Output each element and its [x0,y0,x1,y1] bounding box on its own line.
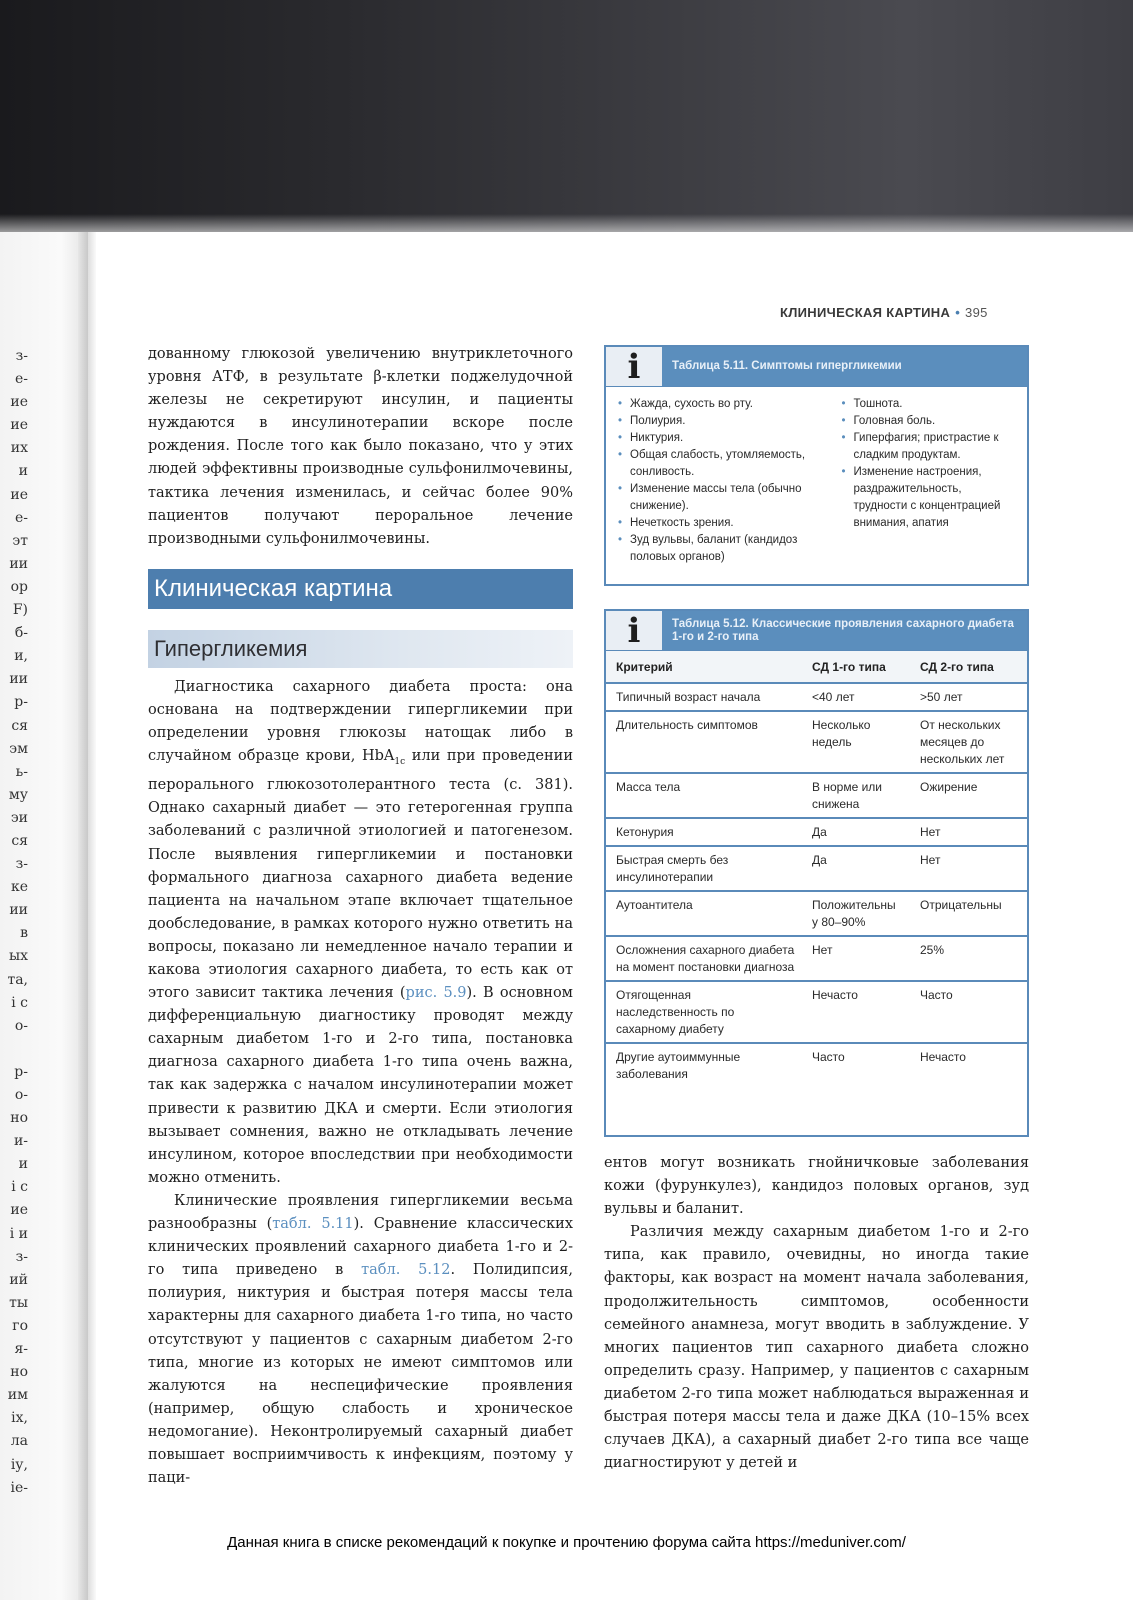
symptom-item: • Тошнота. [841,396,1017,413]
table-cell: Быстрая смерть без инсулинотерапии [606,846,802,891]
line-fragment: іх, [11,1410,28,1427]
line-fragment: ке [10,879,28,896]
table-row [606,936,1027,981]
symptom-list-left [618,396,827,566]
line-fragment: іе- [10,1479,28,1496]
line-fragment: з- [15,1248,28,1265]
line-fragment: ор [10,578,28,595]
table-cell: Типичный возраст начала [606,683,802,711]
gutter-shadow [78,232,96,1600]
line-fragment: е- [14,371,28,388]
right-column-bottom-text [604,1152,1029,1475]
running-header-bullet: • [955,305,961,320]
table-row [606,1043,1027,1087]
symptom-list-right [827,396,1017,566]
line-fragment: F) [12,602,28,619]
line-fragment: ты [9,1294,28,1311]
table-row [606,683,1027,711]
table-cell: Нет [910,846,1027,891]
adjacent-page-text-fragments [2,345,28,1500]
line-fragment: та, [7,971,28,988]
line-fragment: і с [11,994,28,1011]
table-row [606,846,1027,891]
text-run: или при проведении перорального глюкозотолерантного теста (с. 381). Однако сахарный диабет — это гетерогенная группа заболеваний с различной этиологией и патогенезом. После выявления гипергликемии и постановки формального диагноза сахарного диабета ведение пациента на начальном этапе включает тщательное дообследование, в рамках которого нужно ответить на вопросы, показано ли немедленное начало терапии и какова этиология сахарного диабета, то есть как от этого зависит тактика лечения ( [148,748,573,1002]
table-row [606,711,1027,773]
table-title: Таблица 5.11. Симптомы гипергликемии [672,360,902,372]
line-fragment: и [18,463,28,480]
table-cell: Да [802,846,910,891]
symptom-item: • Полиурия. [618,413,827,430]
table-cell: Нечасто [920,1050,966,1064]
line-fragment [2,1038,28,1061]
line-fragment: и [18,1156,28,1173]
line-fragment: ла [10,1433,28,1450]
symptom-item: • Гиперфагия; пристрастие к сладким продуктам. [841,430,1017,464]
line-fragment: ых [8,948,28,965]
table-row [606,773,1027,818]
paragraph: дованному глюкозой увеличению внутриклеточного уровня АТФ, в результате β-клетки поджелудочной железы не секретируют инсулин, и пациенты нуждаются в инсулинотерапии вскоре после рождения. После того как было показано, что у этих людей эффективны производные сульфонилмочевины, тактика лечения изменилась, и сейчас более 90% пациентов получают пероральное лечение производными сульфонилмочевины. [148,346,573,547]
table-reference-link[interactable]: табл. 5.11 [272,1216,354,1233]
line-fragment: з- [15,348,28,364]
symptom-item: • Жажда, сухость во рту. [618,396,827,413]
running-header-title: КЛИНИЧЕСКАЯ КАРТИНА [780,305,951,320]
line-fragment: ся [11,717,28,734]
line-fragment: і и [9,1225,28,1242]
line-fragment: но [10,1364,28,1381]
table-5-11-box [604,345,1029,586]
table-cell: Несколько недель [802,711,910,773]
table-cell: Нечасто [802,981,910,1043]
table-cell: В норме или снижена [802,773,910,818]
line-fragment: ь- [15,763,28,780]
table-cell: Часто [812,1050,845,1064]
comparison-table [606,651,1027,1087]
table-cell: От нескольких месяцев до нескольких лет [910,711,1027,773]
table-cell: Длительность симптомов [606,711,802,773]
line-fragment: го [12,1317,28,1334]
line-fragment: в [20,925,28,942]
line-fragment: ие [10,486,28,503]
table-cell: Да [802,818,910,846]
table-cell: Нет [802,936,910,981]
line-fragment: ии [9,671,28,688]
table-cell: 25% [910,936,1027,981]
table-cell: Нет [910,818,1027,846]
line-fragment: ие [10,1202,28,1219]
line-fragment: ий [9,1271,28,1288]
symptom-item: • Головная боль. [841,413,1017,430]
column-header: СД 2-го типа [910,651,1027,683]
subsection-heading: Гипергликемия [148,630,573,668]
line-fragment: іу, [10,1456,28,1473]
footer-note: Данная книга в списке рекомендаций к покупке и прочтению форума сайта https://meduniver.com/ [227,1534,906,1551]
table-header-bar [606,347,1027,387]
subscript: 1c [394,757,406,768]
line-fragment: і с [11,1179,28,1196]
line-fragment: эм [9,740,28,757]
section-heading: Клиническая картина [148,569,573,609]
table-5-12-box [604,609,1029,1137]
line-fragment: я- [14,1341,28,1358]
symptom-item: • Изменение массы тела (обычно снижение). [618,481,827,515]
line-fragment: ие [10,394,28,411]
paragraph [148,1190,573,1490]
line-fragment: ие [10,417,28,434]
line-fragment: им [7,1387,28,1404]
info-icon: i [606,347,662,386]
table-cell: Кетонурия [606,818,802,846]
table-cell: Масса тела [606,773,802,818]
line-fragment: р- [14,694,28,711]
scan-dark-background [0,0,1133,232]
symptom-item: • Общая слабость, утомляемость, сонливость. [618,447,827,481]
column-header: Критерий [606,651,802,683]
table-cell: Ожирение [910,773,1027,818]
table-cell: Отягощенная наследственность по сахарному диабету [606,981,802,1043]
line-fragment: б- [14,625,28,642]
line-fragment: о- [14,1087,28,1103]
table-reference-link[interactable]: табл. 5.12 [361,1262,451,1279]
text-run: ). Сравнение классических клинических проявлений сахарного диабета 1-го и 2-го типа приведено в [148,1216,573,1279]
table-cell: Аутоантитела [606,891,802,936]
symptom-lists [606,387,1027,566]
left-column-main-text [148,676,573,1490]
line-fragment: р- [14,1063,28,1080]
paragraph: Различия между сахарным диабетом 1-го и 2-го типа, как правило, очевидны, но иногда такие факторы, как возраст на момент начала заболевания, продолжительность симптомов, особенности семейного анамнеза, могут вводить в заблуждение. У многих пациентов тип сахарного диабета сложно определить сразу. Например, у пациентов с сахарным диабетом 2-го типа может наблюдаться выраженная и быстрая потеря массы тела и даже ДКА (10–15% всех случаев ДКА), а сахарный диабет 2-го типа все чаще диагностируют у детей и [604,1224,1029,1472]
table-header-row [606,651,1027,683]
line-fragment: ии [9,555,28,572]
table-row [606,891,1027,936]
text-run: ). В основном дифференциальную диагностику проводят между сахарным диабетом 1-го и 2-го типа, постановка диагноза сахарного диабета 1-го типа очень важна, так как задержка с началом инсулинотерапии может привести к развитию ДКА и смерти. Если этиология вызывает сомнения, важно не откладывать лечение инсулином, которое впоследствии при необходимости можно отменить. [148,985,573,1186]
line-fragment: з- [15,856,28,873]
line-fragment: их [10,440,28,457]
text-run: . Полидипсия, полиурия, никтурия и быстрая потеря массы тела характерны для сахарного диабета 1-го типа, но часто отсутствуют у пациентов с сахарным диабетом 2-го типа, многие из которых не имеют симптомов или жалуются на неспецифические проявления (например, общую слабость и хроническое недомогание). Неконтролируемый сахарный диабет повышает восприимчивость к инфекциям, поэтому у паци- [148,1262,573,1487]
table-cell: >50 лет [910,683,1027,711]
table-cell: Осложнения сахарного диабета на момент постановки диагноза [606,936,802,981]
line-fragment: му [8,786,28,803]
table-cell: Другие аутоиммунные заболевания [616,1050,741,1081]
line-fragment: эт [12,532,28,549]
symptom-item: • Изменение настроения, раздражительность, трудности с концентрацией внимания, апатия [841,464,1017,532]
paragraph: ентов могут возникать гнойничковые заболевания кожи (фурункулез), кандидоз половых органов, зуд вульвы и баланит. [604,1155,1029,1218]
table-cell: Отрицательны [910,891,1027,936]
page-number: 395 [965,305,988,320]
line-fragment: эи [10,809,28,826]
symptom-item: • Никтурия. [618,430,827,447]
line-fragment: о- [14,1017,28,1034]
text-run: Клинические проявления гипергликемии весьма разнообразны ( [148,1192,573,1233]
column-header: СД 1-го типа [802,651,910,683]
table-cell: <40 лет [802,683,910,711]
line-fragment: ии [9,902,28,919]
table-cell: Часто [910,981,1027,1043]
running-header [780,305,1050,325]
table-row [606,818,1027,846]
symptom-item: • Нечеткость зрения. [618,515,827,532]
table-row [606,981,1027,1043]
figure-reference-link[interactable]: рис. 5.9 [405,985,467,1002]
line-fragment: и, [14,648,28,665]
left-column-top-text [148,343,573,551]
table-header-bar [606,611,1027,651]
line-fragment: и- [13,1133,28,1150]
line-fragment: е- [14,509,28,526]
text-run: Диагностика сахарного диабета проста: она основана на подтверждении гипергликемии при определении уровня глюкозы натощак либо в случайном образце крови, HbA [148,679,573,765]
paragraph [148,676,573,1190]
table-cell: Положительны у 80–90% [802,891,910,936]
symptom-item: • Зуд вульвы, баланит (кандидоз половых органов) [618,532,827,566]
info-icon: i [606,611,662,650]
table-title: Таблица 5.12. Классические проявления сахарного диабета 1-го и 2-го типа [672,617,1014,643]
line-fragment: но [10,1110,28,1127]
line-fragment: ся [11,832,28,849]
